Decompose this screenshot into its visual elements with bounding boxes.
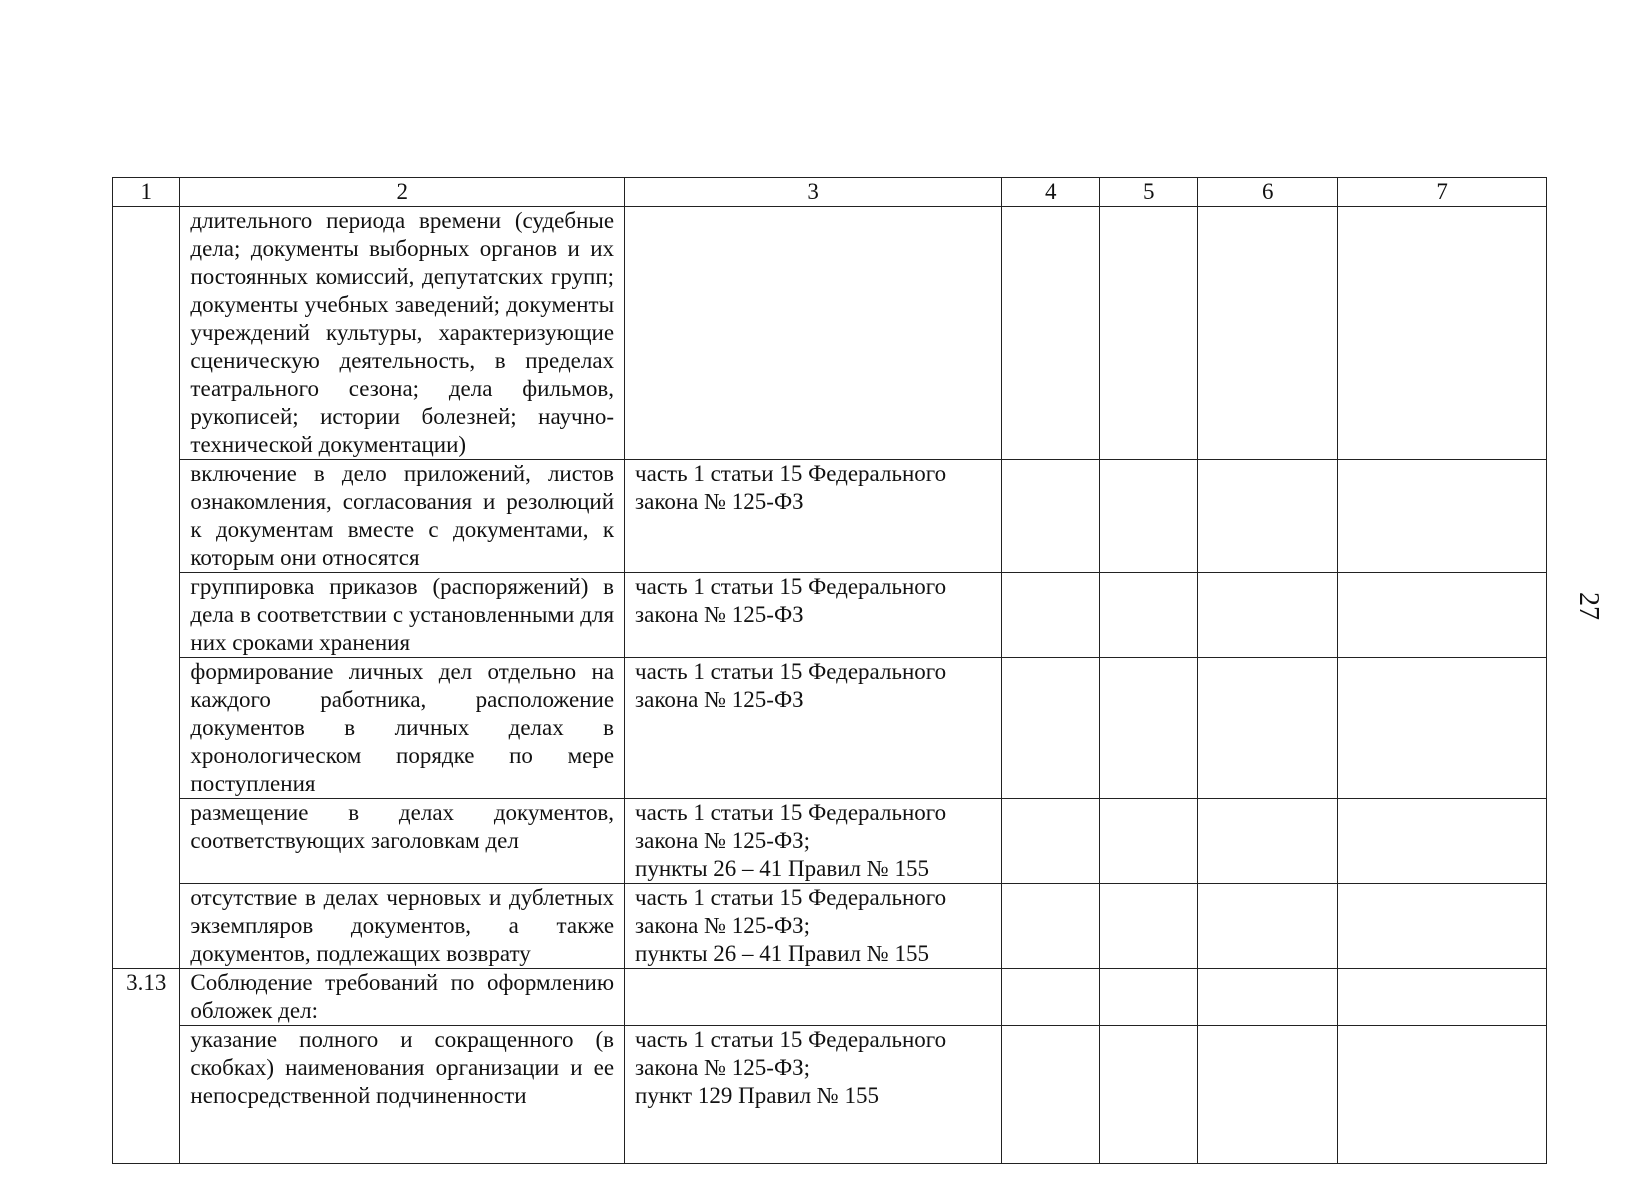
table-row: [113, 799, 1547, 884]
legal-basis-line: часть 1 статьи 15 Федерального закона № 125-ФЗ: [635, 659, 947, 712]
empty-cell: [1198, 1026, 1338, 1164]
table-row: [113, 573, 1547, 658]
empty-cell: [1198, 573, 1338, 658]
empty-cell: [1338, 799, 1547, 884]
legal-basis-cell: [625, 658, 1002, 799]
empty-cell: [1100, 884, 1198, 969]
empty-cell: [1002, 884, 1100, 969]
empty-cell: [1198, 884, 1338, 969]
requirement-text: группировка приказов (распоряжений) в дела в соответствии с установленными для них сроками хранения: [180, 573, 625, 658]
empty-cell: [1338, 969, 1547, 1026]
page-number: 27: [1573, 592, 1604, 620]
empty-cell: [1100, 799, 1198, 884]
empty-cell: [1002, 799, 1100, 884]
legal-basis-line: пункты 26 – 41 Правил № 155: [635, 856, 929, 881]
column-number-row: [113, 178, 1547, 207]
requirement-text: Соблюдение требований по оформлению обложек дел:: [180, 969, 625, 1026]
empty-cell: [1002, 658, 1100, 799]
empty-cell: [1198, 207, 1338, 460]
table-row: [113, 884, 1547, 969]
legal-basis-cell: [625, 207, 1002, 460]
legal-basis-cell: [625, 884, 1002, 969]
item-number-cell: [113, 884, 180, 969]
legal-basis-line: часть 1 статьи 15 Федерального закона № 125-ФЗ: [635, 461, 947, 514]
empty-cell: [1002, 969, 1100, 1026]
legal-basis-line: часть 1 статьи 15 Федерального закона № 125-ФЗ;: [635, 800, 947, 853]
empty-cell: [1002, 460, 1100, 573]
requirement-text: формирование личных дел отдельно на каждого работника, расположение документов в личных делах в хронологическом порядке по мере поступления: [180, 658, 625, 799]
table-row: [113, 969, 1547, 1026]
legal-basis-cell: [625, 460, 1002, 573]
empty-cell: [1338, 207, 1547, 460]
column-number-3: 3: [625, 178, 1002, 207]
requirement-text: указание полного и сокращенного (в скобках) наименования организации и ее непосредственной подчиненности: [180, 1026, 625, 1164]
legal-basis-line: пункт 129 Правил № 155: [635, 1083, 879, 1108]
item-number-cell: 3.13: [113, 969, 180, 1026]
requirement-text: включение в дело приложений, листов ознакомления, согласования и резолюций к документам вместе с документами, к которым они относятся: [180, 460, 625, 573]
item-number-cell: [113, 799, 180, 884]
empty-cell: [1100, 460, 1198, 573]
empty-cell: [1338, 658, 1547, 799]
requirement-text: размещение в делах документов, соответствующих заголовкам дел: [180, 799, 625, 884]
empty-cell: [1002, 207, 1100, 460]
empty-cell: [1002, 1026, 1100, 1164]
item-number-cell: [113, 460, 180, 573]
empty-cell: [1100, 573, 1198, 658]
legal-basis-cell: [625, 799, 1002, 884]
empty-cell: [1100, 658, 1198, 799]
item-number-cell: [113, 658, 180, 799]
requirement-text: длительного периода времени (судебные дела; документы выборных органов и их постоянных комиссий, депутатских групп; документы учебных заведений; документы учреждений культуры, характеризующие сценическую деятельность, в пределах театрального сезона; дела фильмов, рукописей; истории болезней; научно-технической документации): [180, 207, 625, 460]
column-number-7: 7: [1338, 178, 1547, 207]
empty-cell: [1198, 658, 1338, 799]
table-row: [113, 1026, 1547, 1164]
column-number-5: 5: [1100, 178, 1198, 207]
legal-basis-cell: [625, 573, 1002, 658]
empty-cell: [1100, 1026, 1198, 1164]
empty-cell: [1100, 969, 1198, 1026]
column-number-6: 6: [1198, 178, 1338, 207]
empty-cell: [1338, 884, 1547, 969]
empty-cell: [1338, 573, 1547, 658]
legal-basis-line: часть 1 статьи 15 Федерального закона № 125-ФЗ;: [635, 885, 947, 938]
empty-cell: [1002, 573, 1100, 658]
requirements-table: [112, 177, 1547, 1164]
table-row: [113, 207, 1547, 460]
empty-cell: [1198, 799, 1338, 884]
empty-cell: [1100, 207, 1198, 460]
requirement-text: отсутствие в делах черновых и дублетных экземпляров документов, а также документов, подлежащих возврату: [180, 884, 625, 969]
legal-basis-cell: [625, 969, 1002, 1026]
item-number-cell: [113, 573, 180, 658]
legal-basis-line: пункты 26 – 41 Правил № 155: [635, 941, 929, 966]
empty-cell: [1338, 1026, 1547, 1164]
legal-basis-line: часть 1 статьи 15 Федерального закона № 125-ФЗ;: [635, 1027, 947, 1080]
legal-basis-cell: [625, 1026, 1002, 1164]
column-number-1: 1: [113, 178, 180, 207]
item-number-cell: [113, 1026, 180, 1164]
item-number-cell: [113, 207, 180, 460]
column-number-4: 4: [1002, 178, 1100, 207]
empty-cell: [1338, 460, 1547, 573]
table-row: [113, 460, 1547, 573]
empty-cell: [1198, 969, 1338, 1026]
column-number-2: 2: [180, 178, 625, 207]
legal-basis-line: часть 1 статьи 15 Федерального закона № 125-ФЗ: [635, 574, 947, 627]
table-row: [113, 658, 1547, 799]
empty-cell: [1198, 460, 1338, 573]
